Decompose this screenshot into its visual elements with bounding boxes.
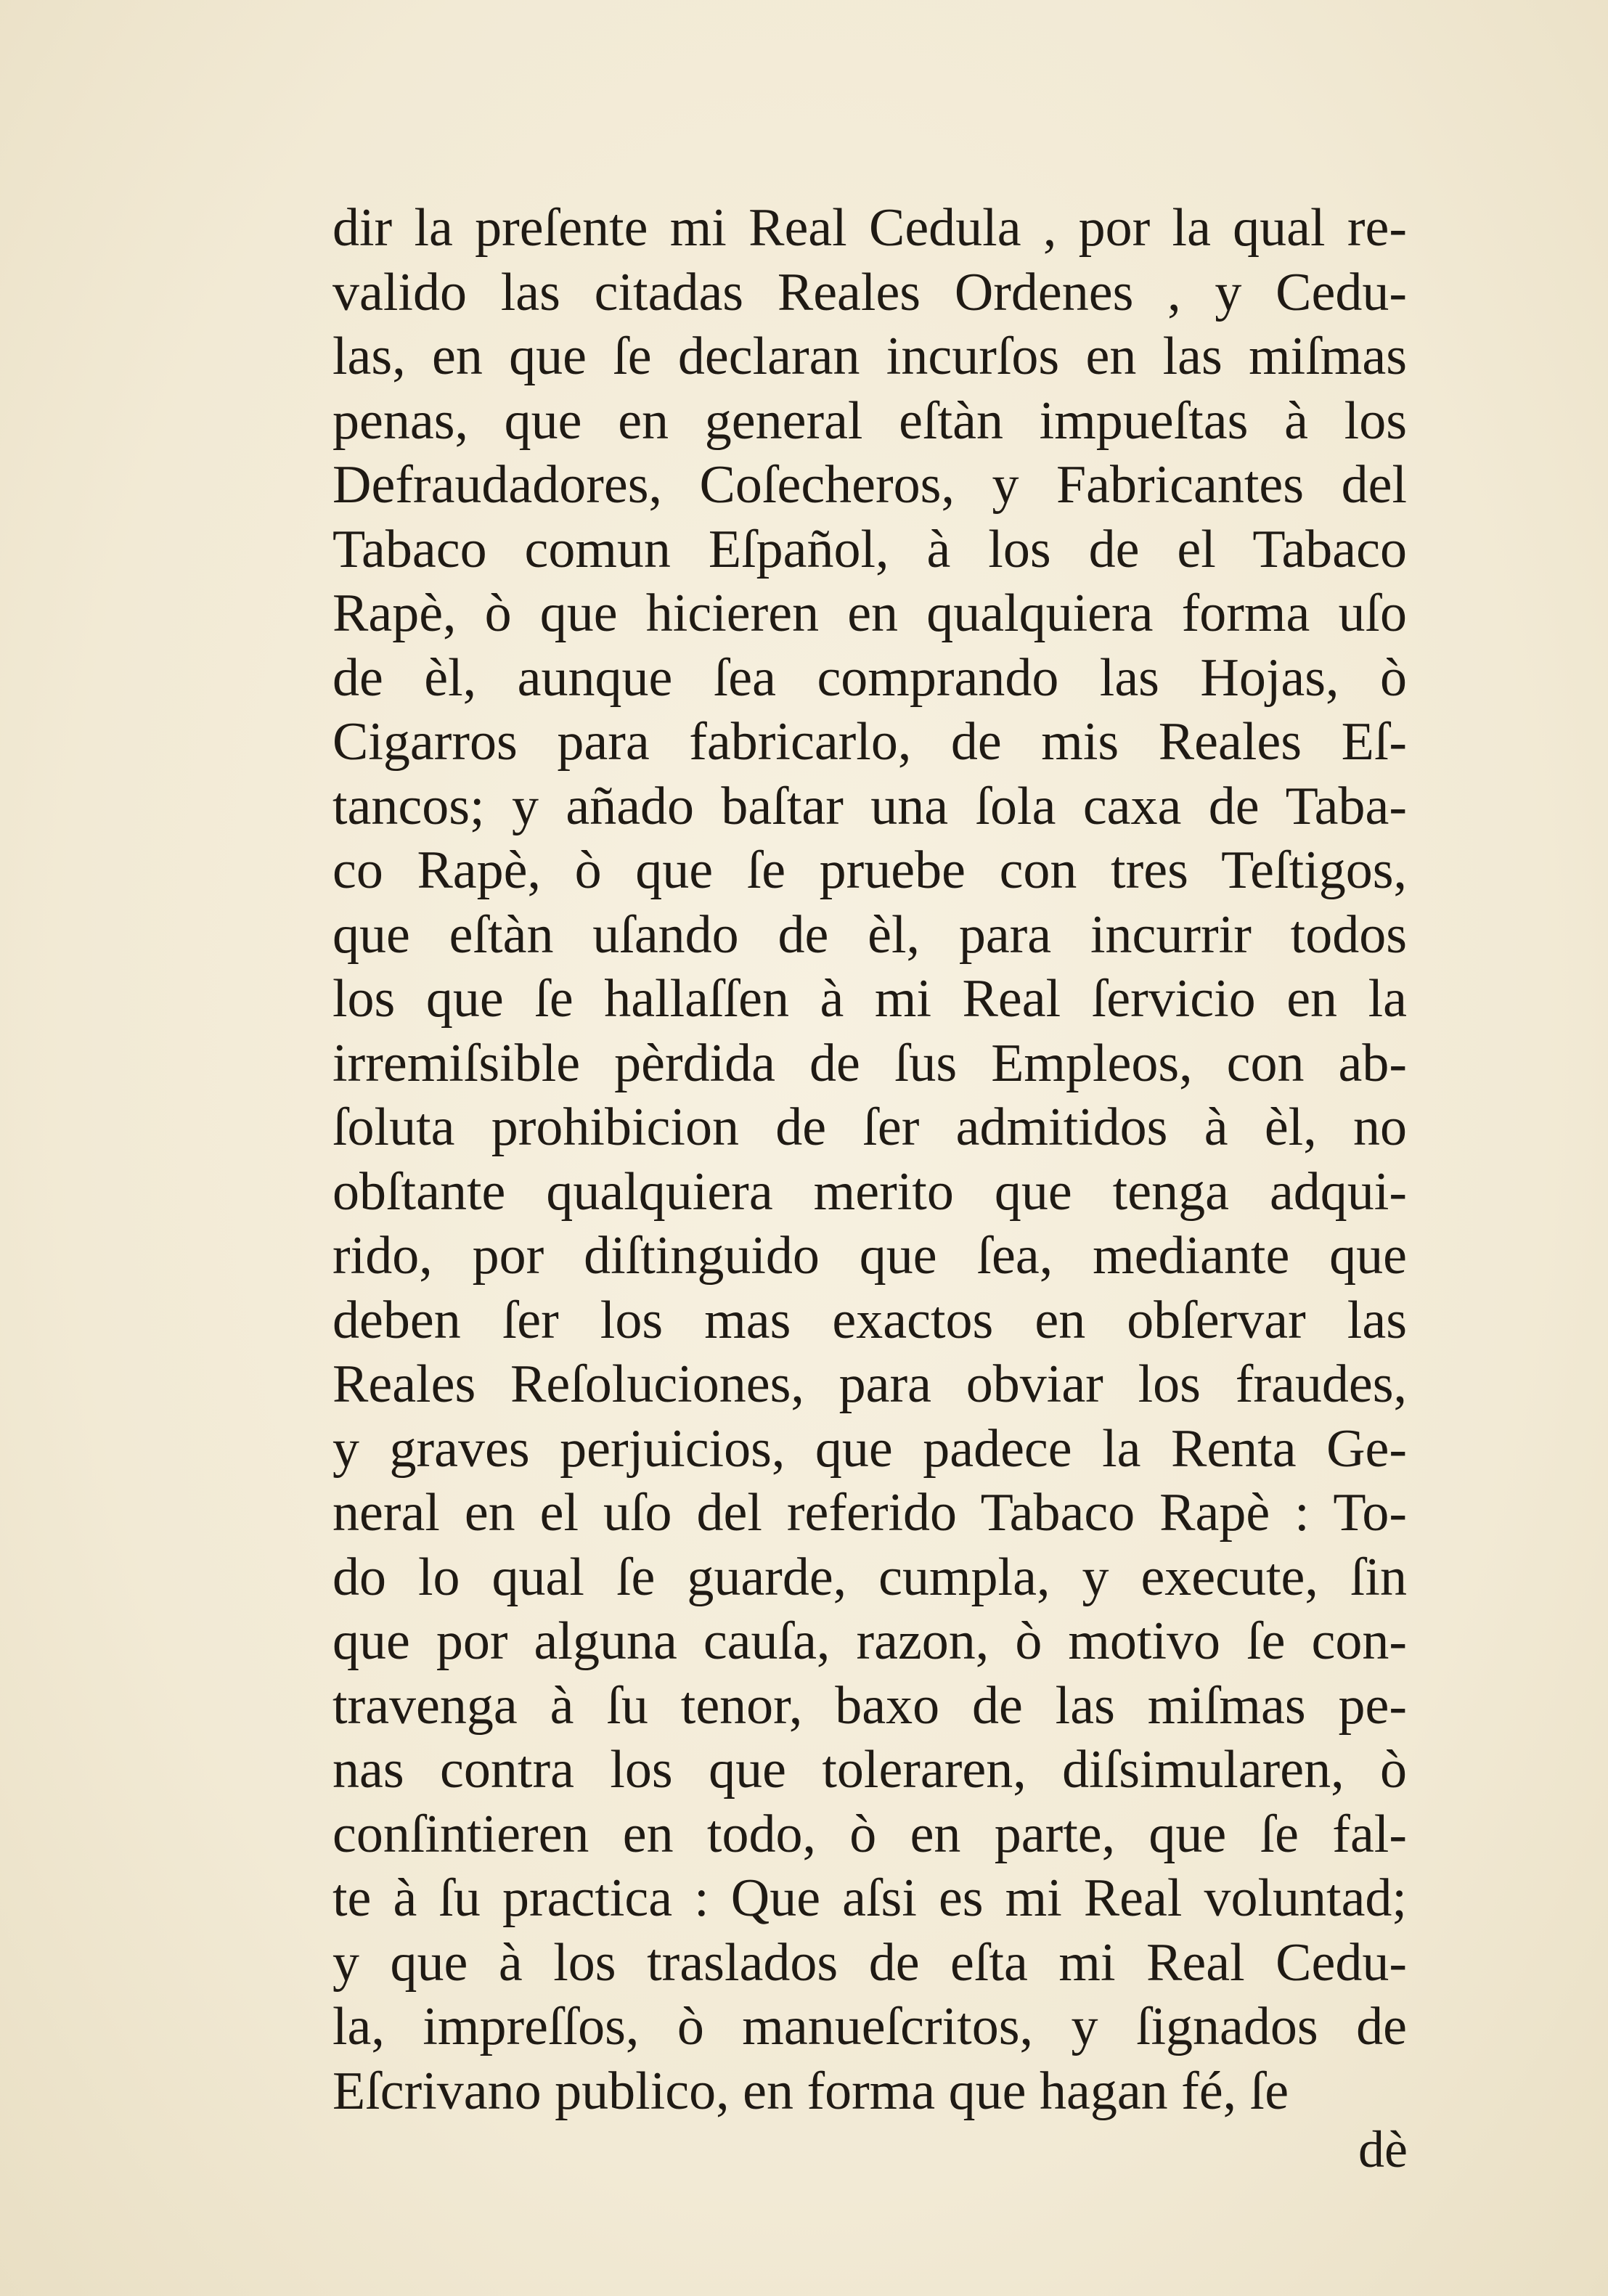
body-text — [332, 196, 1407, 2123]
text-line: penas, que en general eſtàn impueſtas à los — [332, 391, 1407, 451]
text-line: las, en que ſe declaran incurſos en las miſmas — [332, 327, 1407, 386]
text-line: obſtante qualquiera merito que tenga adqui- — [332, 1161, 1407, 1222]
text-line: te à ſu practica : Que aſsi es mi Real voluntad; — [332, 1868, 1407, 1928]
text-line: valido las citadas Reales Ordenes , y Cedu- — [332, 262, 1407, 322]
text-line: irremiſsible pèrdida de ſus Empleos, con ab- — [332, 1033, 1407, 1093]
text-line: nas contra los que toleraren, diſsimularen, ò — [332, 1740, 1407, 1799]
text-line: neral en el uſo del referido Tabaco Rapè : To- — [332, 1483, 1407, 1543]
text-line: Defraudadores, Coſecheros, y Fabricantes del — [332, 455, 1407, 515]
text-line: dir la preſente mi Real Cedula , por la qual re- — [332, 198, 1407, 258]
text-line: Cigarros para fabricarlo, de mis Reales Eſ- — [332, 712, 1407, 772]
text-line: Eſcrivano publico, en forma que hagan fé, ſe — [332, 2061, 1289, 2121]
text-line: Reales Reſoluciones, para obviar los fraudes, — [332, 1355, 1407, 1414]
text-line: deben ſer los mas exactos en obſervar las — [332, 1290, 1407, 1350]
text-line: travenga à ſu tenor, baxo de las miſmas pe- — [332, 1675, 1407, 1736]
text-line: tancos; y añado baſtar una ſola caxa de Taba- — [332, 776, 1407, 836]
text-line: ſoluta prohibicion de ſer admitidos à èl, no — [332, 1098, 1407, 1157]
catchword: dè — [1358, 2120, 1408, 2178]
text-line: que por alguna cauſa, razon, ò motivo ſe con- — [332, 1611, 1407, 1671]
text-line: do lo qual ſe guarde, cumpla, y execute, ſin — [332, 1547, 1407, 1607]
text-line: que eſtàn uſando de èl, para incurrir todos — [332, 904, 1407, 965]
text-line: Tabaco comun Eſpañol, à los de el Tabaco — [332, 519, 1407, 579]
text-line: rido, por diſtinguido que ſea, mediante que — [332, 1226, 1407, 1286]
text-line: la, impreſſos, ò manueſcritos, y ſignados de — [332, 1997, 1407, 2056]
text-line: conſintieren en todo, ò en parte, que ſe fal- — [332, 1804, 1407, 1864]
text-line: de èl, aunque ſea comprando las Hojas, ò — [332, 647, 1407, 708]
text-line: y que à los traslados de eſta mi Real Cedu- — [332, 1932, 1407, 1993]
text-line: los que ſe hallaſſen à mi Real ſervicio en la — [332, 969, 1407, 1029]
text-line: y graves perjuicios, que padece la Renta Ge- — [332, 1418, 1407, 1479]
text-line: co Rapè, ò que ſe pruebe con tres Teſtigos, — [332, 841, 1407, 900]
text-line: Rapè, ò que hicieren en qualquiera forma uſo — [332, 584, 1407, 643]
